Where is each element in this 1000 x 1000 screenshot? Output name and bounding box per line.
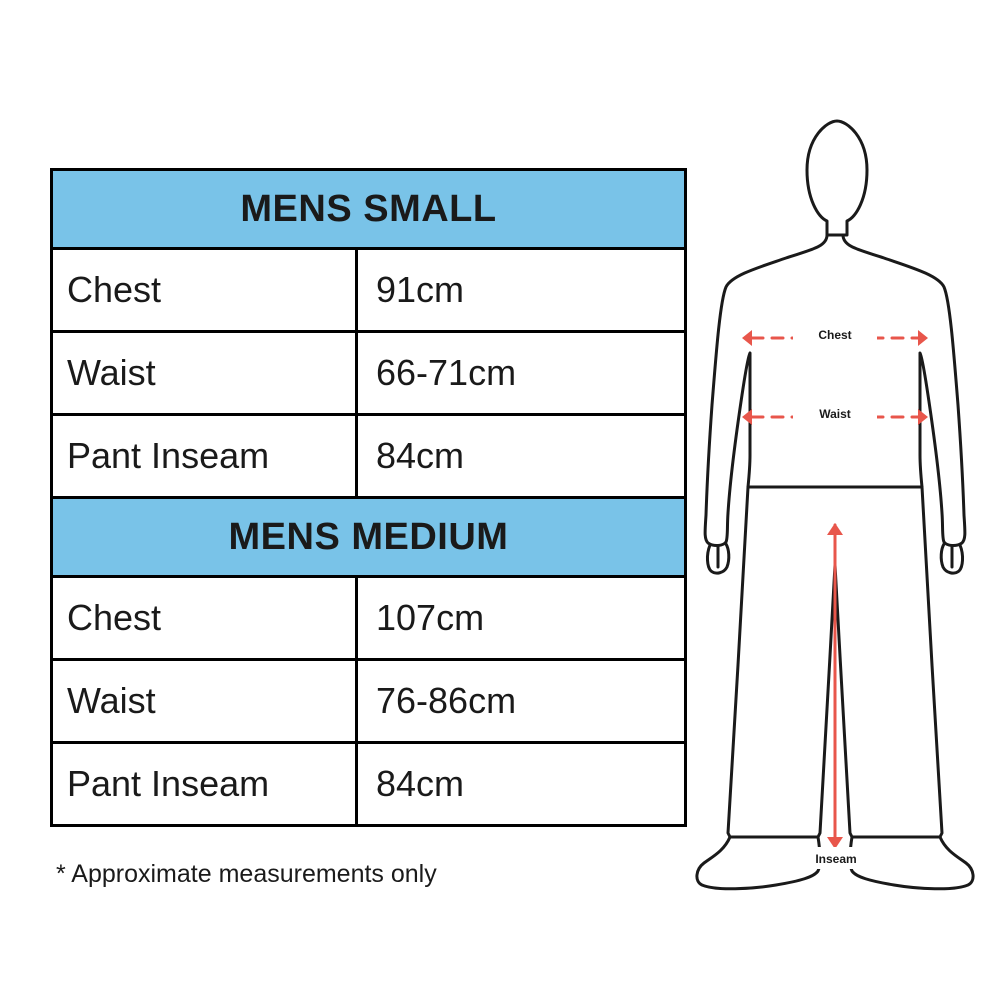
- size-chart-table: [50, 168, 687, 827]
- measurement-value: 84cm: [357, 743, 686, 826]
- inseam-label: Inseam: [815, 852, 857, 866]
- measurement-label: Pant Inseam: [52, 743, 357, 826]
- measurement-label: Chest: [52, 577, 357, 660]
- measurement-value: 91cm: [357, 249, 686, 332]
- table-row: [52, 577, 686, 660]
- table-section-header-row: [52, 498, 686, 577]
- measurement-label: Waist: [52, 660, 357, 743]
- measurement-value: 66-71cm: [357, 332, 686, 415]
- measurement-value: 84cm: [357, 415, 686, 498]
- inseam-arrow-up-icon: [827, 523, 843, 535]
- size-heading-mens-small: MENS SMALL: [52, 170, 686, 249]
- size-heading-mens-medium: MENS MEDIUM: [52, 498, 686, 577]
- torso-and-arms-shape: [705, 235, 965, 546]
- waist-arrow-right-icon: [918, 409, 928, 425]
- table-row: [52, 660, 686, 743]
- table-section-header-row: [52, 170, 686, 249]
- chest-arrow-right-icon: [918, 330, 928, 346]
- measurement-value: 107cm: [357, 577, 686, 660]
- waist-label: Waist: [819, 407, 851, 421]
- table-row: [52, 415, 686, 498]
- measurement-label: Pant Inseam: [52, 415, 357, 498]
- table-row: [52, 743, 686, 826]
- table-row: [52, 249, 686, 332]
- measurement-label: Waist: [52, 332, 357, 415]
- measurement-label: Chest: [52, 249, 357, 332]
- approximate-measurements-note: * Approximate measurements only: [56, 860, 437, 888]
- chest-label: Chest: [818, 328, 852, 342]
- table-row: [52, 332, 686, 415]
- head-shape: [807, 121, 867, 235]
- chest-arrow-left-icon: [742, 330, 752, 346]
- measurement-value: 76-86cm: [357, 660, 686, 743]
- body-figure: [690, 95, 980, 905]
- waist-arrow-left-icon: [742, 409, 752, 425]
